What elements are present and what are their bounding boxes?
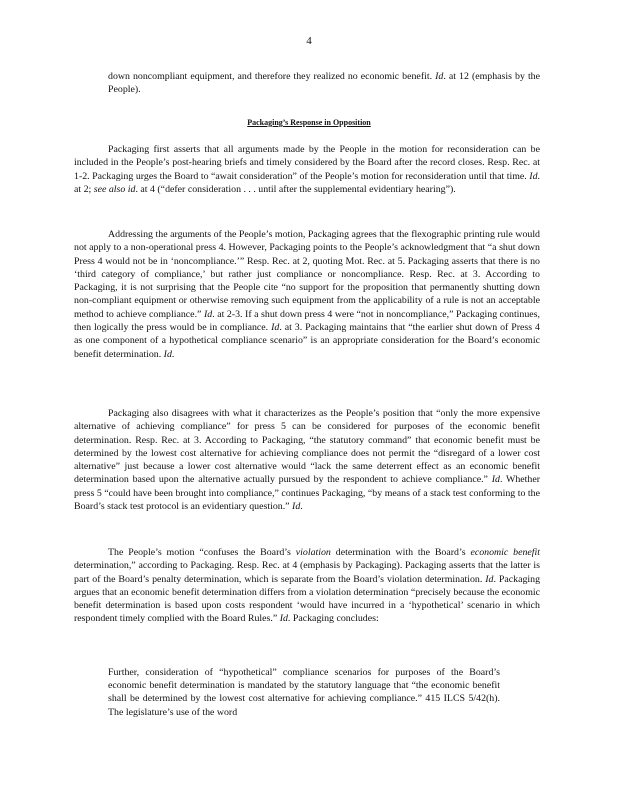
citation-id: Id (203, 308, 213, 320)
citation-id: Id (271, 322, 280, 334)
citation-id: Id (485, 573, 494, 585)
paragraph-text: Addressing the arguments of the People’s motion, Packaging agrees that the flexographic printing rule would not apply to a non-operational press 4. However, Packaging points to the People’s acknowledgment that “a shut down Press 4 would not be in ‘noncompliance.’” Resp. Rec. at 2, quoting Mot. Rec. at 5. Packaging asserts that there is no ‘third category of compliance,’ but rather just compliance or noncompliance. Resp. Rec. at 3. According to Packaging, it is not surprising that the People cite “no support for the proposition that permanently shutting down non-compliant equipment or otherwise removing such equipment from the applicability of a rule is not an acceptable method to achieve compliance.” Id. at 2-3. If a shut down press 4 were “not in noncompliance,” Packaging continues, then logically the press would be in compliance. Id. at 3. Packaging maintains that “the earlier shut down of Press 4 as one component of a hypothetical compliance scenario” is an appropriate consideration for the Board’s economic benefit determination. Id. (74, 229, 540, 360)
paragraph-text: Packaging first asserts that all arguments made by the People in the motion for reconsideration can be included in the People’s post-hearing briefs and timely considered by the Board after the record closes. Resp. Rec. at 1-2. Packaging urges the Board to “await consideration” of the People’s motion for reconsideration until that time. Id. at 2; see also id. at 4 (“defer consideration . . . until after the supplemental evidentiary hearing”). (74, 144, 540, 195)
citation-id: Id (529, 170, 538, 182)
paragraph-text: Packaging also disagrees with what it characterizes as the People’s position that “only the more expensive alternative of achieving compliance” for press 5 can be considered for purposes of the economic benefit determination. Resp. Rec. at 3. According to Packaging, “the statutory command” that economic benefit must be determined by the lowest cost alternative for achieving compliance does not permit the “disregard of a lower cost alternative” just because a lower cost alternative would “lack the same deterrent effect as an economic benefit determination based upon the alternative actually pursued by the respondent to achieve compliance.” Id. Whether press 5 “could have been brought into compliance,” continues Packaging, “by means of a stack test conforming to the Board’s stack test protocol is an evidentiary question.” Id. (74, 408, 540, 513)
paragraph-text: The People’s motion “confuses the Board’s violation determination with the Board’s economic benefit determination,” according to Packaging. Resp. Rec. at 4 (emphasis by Packaging). Packaging asserts that the latter is part of the Board’s penalty determination, which is separate from the Board’s violation determination. Id. Packaging argues that an economic benefit determination differs from a violation determination “precisely because the economic benefit determination is based upon costs respondent ‘would have incurred in a ‘hypothetical’ scenario in which respondent timely complied with the Board Rules.” Id. Packaging concludes: (74, 547, 541, 625)
emphasis-economic-benefit: economic benefit (470, 547, 541, 558)
citation-see-also: see also id (93, 183, 136, 195)
citation-id: Id (435, 71, 444, 82)
paragraph-violation-vs-benefit (74, 546, 540, 626)
page-number: 4 (306, 35, 312, 47)
citation-id: Id (279, 613, 288, 625)
paragraph-initial-assertion (74, 143, 540, 196)
top-paragraph (74, 70, 540, 97)
citation-id: Id (292, 501, 301, 513)
section-heading: Packaging’s Response in Opposition (247, 118, 371, 127)
citation-id: Id (163, 348, 172, 360)
block-quote-text: Further, consideration of “hypothetical” compliance scenarios for purposes of the Board’s economic benefit determination is mandated by the statutory language that “the economic benefit shall be determined by the lowest cost alternative for achieving compliance.” 415 ILCS 5/42(h). The legislature’s use of the word (108, 666, 500, 718)
emphasis-violation: violation (295, 547, 331, 558)
paragraph-flexographic-rule (74, 228, 540, 361)
paragraph-text: down noncompliant equipment, and therefore they realized no economic benefit. Id. at 12 (emphasis by the People). (108, 71, 541, 96)
block-quote (108, 656, 500, 729)
paragraph-expensive-alternative (74, 407, 540, 513)
citation-id: Id (491, 474, 500, 486)
